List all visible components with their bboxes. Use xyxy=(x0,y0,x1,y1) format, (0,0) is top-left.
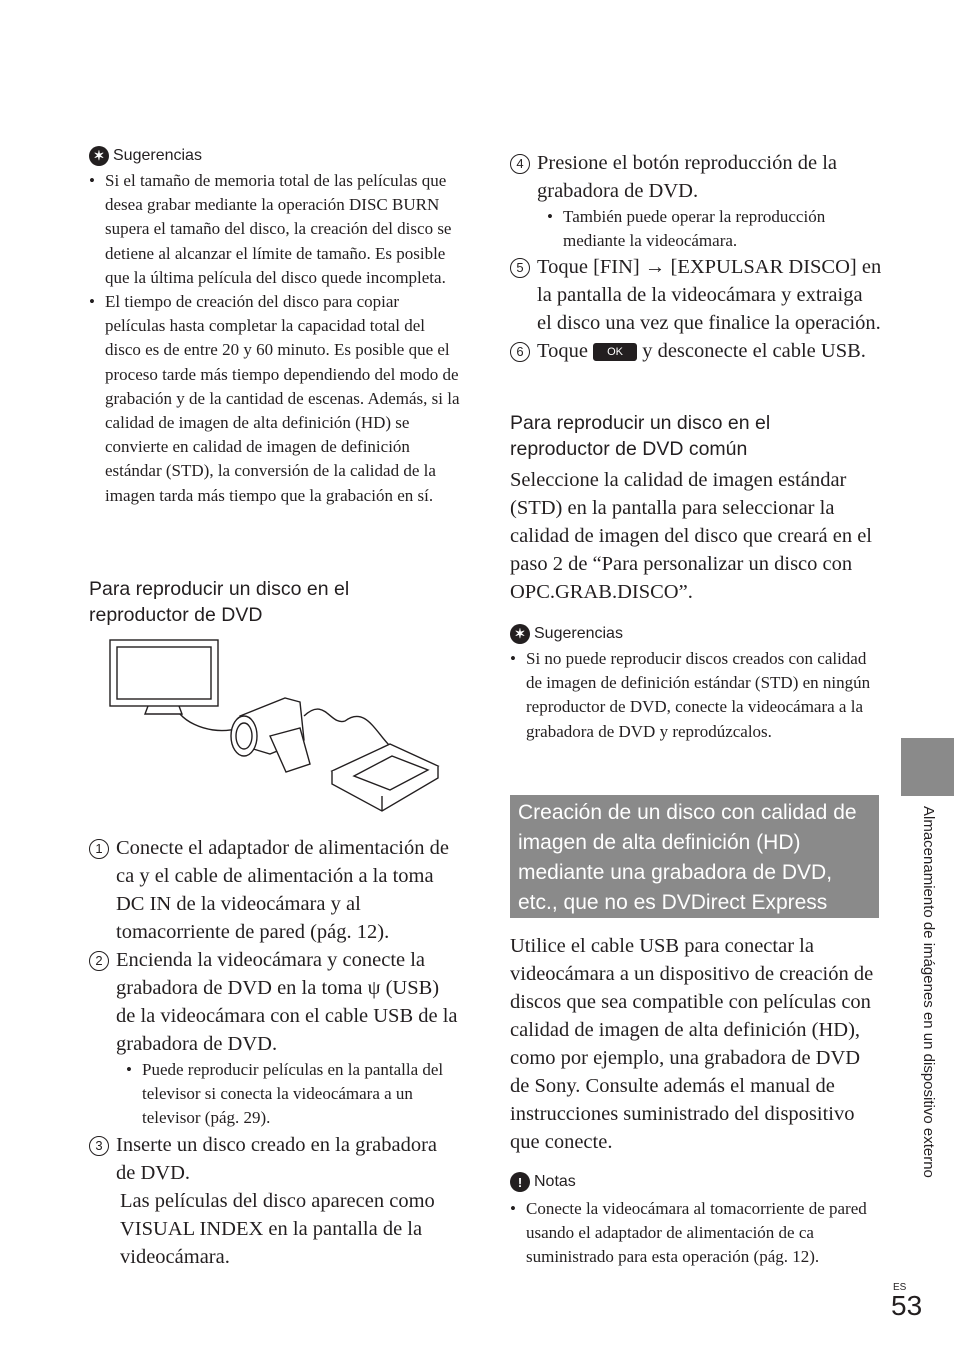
step-result: Las películas del disco aparecen como VISUAL INDEX en la pantalla de la videocámara. xyxy=(120,1189,435,1268)
step-text: Conecte el adaptador de alimentación de ca y el cable de alimentación a la toma DC IN de la videocámara y al tomacorriente de pared (pág. 12). xyxy=(116,837,449,943)
camcorder-illustration xyxy=(231,698,310,772)
step-text-a: Toque xyxy=(537,340,588,363)
tips-heading-right xyxy=(510,624,623,644)
tip-item: • Si el tamaño de memoria total de las películas que desea grabar mediante la operación DISC BURN supera el tamaño del disco, la creación del disco se detiene al alcanzar el límite de tamaño. Es posible que la última película del disco quede incompleta. xyxy=(89,169,461,290)
step-4 xyxy=(510,149,882,253)
note-item: • Conecte la videocámara al tomacorriente de pared usando el adaptador de alimentación de ca suministrado para esta operación (pág. 12). xyxy=(510,1197,882,1270)
step-text: Inserte un disco creado en la grabadora de DVD. xyxy=(116,1133,438,1184)
ok-button: OK xyxy=(593,343,637,361)
step-1 xyxy=(89,834,461,946)
paragraph-intro: Utilice el cable USB para conectar la videocámara a un dispositivo de creación de discos que sea compatible con películas con calidad de imagen de alta definición (HD), como por ejemplo, una grabadora de DVD de Sony. Consulte además el manual de instrucciones suministrado del dispositivo que conecte. xyxy=(510,935,874,1153)
step-text: Toque [FIN] → [EXPULSAR DISCO] en la pantalla de la videocámara y extraiga el disco una vez que finalice la operación. xyxy=(537,256,882,335)
page-language-code: ES xyxy=(893,1282,907,1293)
lightbulb-icon: ✶ xyxy=(510,624,530,644)
notes-list xyxy=(510,1197,882,1270)
step-number: 1 xyxy=(89,839,109,859)
tips-list-right xyxy=(510,647,882,744)
connection-illustration xyxy=(100,636,445,816)
tips-title-left: Sugerencias xyxy=(113,147,202,164)
tips-heading-left xyxy=(89,146,202,166)
step-5 xyxy=(510,253,882,337)
step-3 xyxy=(89,1131,461,1271)
paragraph-std: Seleccione la calidad de imagen estándar (STD) en la pantalla para seleccionar la calidad de imagen del disco que creará en el paso 2 de “Para personalizar un disco con OPC.GRAB.DISCO”. xyxy=(510,469,872,603)
tv-illustration xyxy=(110,640,218,714)
side-label: Almacenamiento de imágenes en un dispositivo externo xyxy=(920,806,937,1178)
step-6 xyxy=(510,337,882,365)
steps-right xyxy=(510,149,882,365)
step-number: 3 xyxy=(89,1136,109,1156)
step-number: 2 xyxy=(89,951,109,971)
step-text-b: y desconecte el cable USB. xyxy=(642,340,866,363)
section-tab xyxy=(901,738,954,796)
step-text: Presione el botón reproducción de la grabadora de DVD. xyxy=(537,152,838,202)
step-text-b: (USB) de la videocámara con el cable USB de la grabadora de DVD. xyxy=(116,977,458,1055)
tip-item: • El tiempo de creación del disco para copiar películas hasta completar la capacidad total del disco es de entre 20 y 60 minuto. Es posible que el proceso tarde más tiempo dependiendo del modo de grabación y de la cantidad de escenas. Además, si la calidad de imagen de alta definición (HD) se convierte en calidad de imagen de definición estándar (STD), la conversión de la calidad de la imagen tarda más tiempo que la grabación en sí. xyxy=(89,290,461,508)
step-note: • También puede operar la reproducción mediante la videocámara. xyxy=(541,205,882,253)
step-number: 6 xyxy=(510,342,530,362)
tip-item: • Si no puede reproducir discos creados con calidad de imagen de definición estándar (STD) en ningún reproductor de DVD, conecte la videocámara a la grabadora de DVD y reprodúzcalos. xyxy=(510,647,882,744)
dvd-writer-illustration xyxy=(332,744,438,811)
section-heading-dvd: Para reproducir un disco en el reproductor de DVD xyxy=(89,578,350,626)
tips-title-right: Sugerencias xyxy=(534,625,623,642)
usb-cable xyxy=(304,709,390,746)
steps-left xyxy=(89,834,461,1271)
lightbulb-icon: ✶ xyxy=(89,146,109,166)
warning-icon: ! xyxy=(510,1172,530,1192)
section-banner: Creación de un disco con calidad de imagen de alta definición (HD) mediante una grabadora de DVD, etc., que no es DVDirect Express xyxy=(510,795,879,918)
notes-heading xyxy=(510,1172,576,1192)
step-number: 5 xyxy=(510,258,530,278)
step-number: 4 xyxy=(510,154,530,174)
tips-list-left xyxy=(89,169,461,508)
step-2 xyxy=(89,946,461,1131)
step-text-a: Encienda la videocámara y conecte la grabadora de DVD en la toma xyxy=(116,949,426,999)
step-note: • Puede reproducir películas en la pantalla del televisor si conecta la videocámara a un televisor (pág. 29). xyxy=(120,1058,461,1131)
usb-icon: ψ xyxy=(367,977,381,999)
page-number: 53 xyxy=(891,1290,923,1321)
notes-title: Notas xyxy=(534,1173,576,1190)
section-heading-dvd-common: Para reproducir un disco en el reproductor de DVD común xyxy=(510,412,771,460)
